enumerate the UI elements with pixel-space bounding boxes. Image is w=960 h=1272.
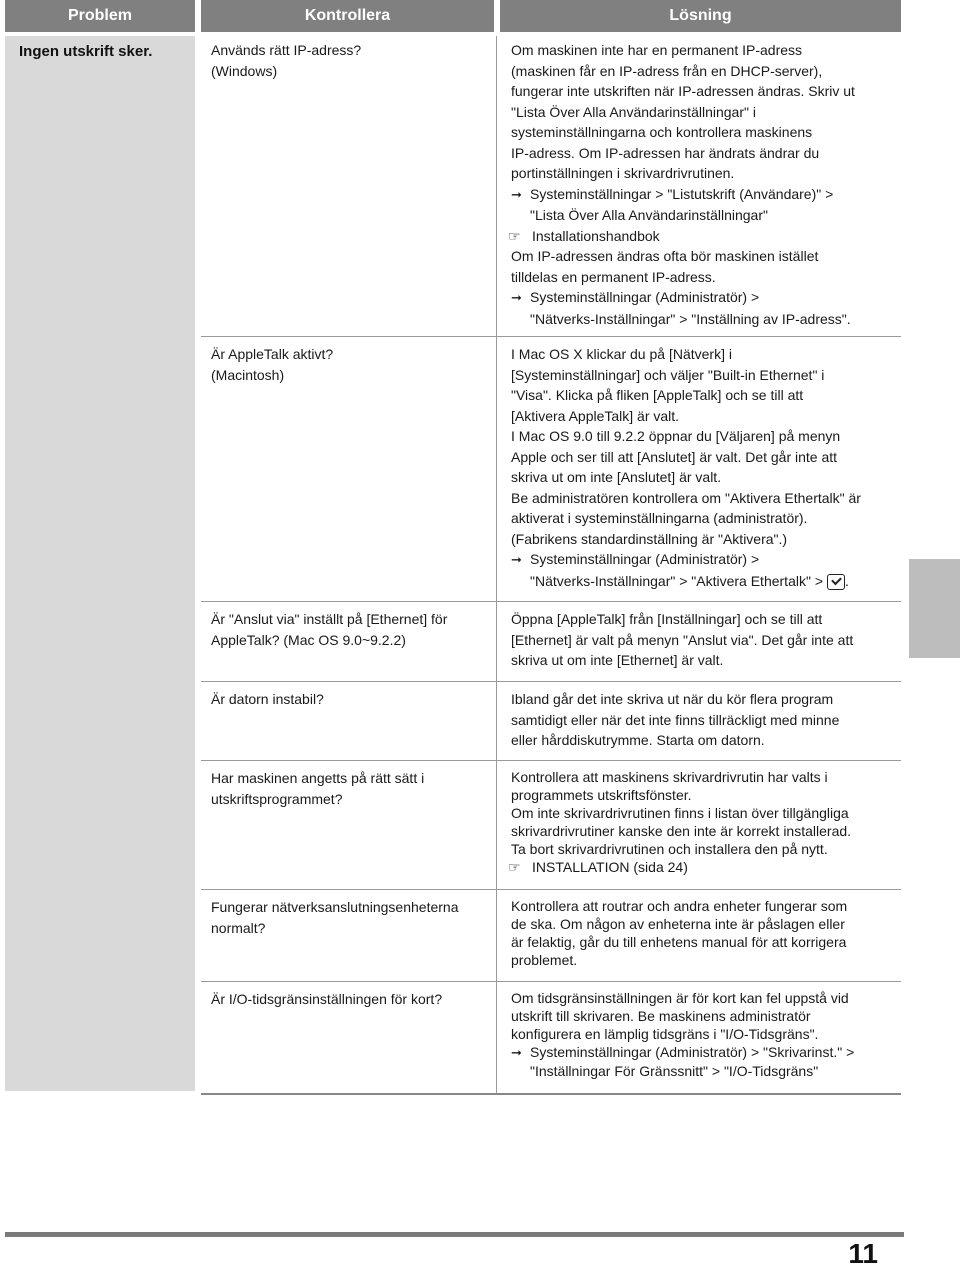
solution-ip-address: Om maskinen inte har en permanent IP-adress (maskinen får en IP-adress från en DHCP-server), fungerar inte utskriften när IP-adressen ändras. Skriv ut "Lista Över Alla Användarinställningar" i systeminställningarna och kontrollera maskinens IP-adress. Om IP-adressen har ändrats ändrar du portinställningen i skrivardrivrutinen. ➞ Systeminställningar > "Listutskrift (Användare)" > "Lista Över Alla Användarinställningar" ☞ Installationshandbok Om IP-adressen ändras ofta bör maskinen istället tilldelas en permanent IP-adress. ➞ Systeminställningar (Administratör) > "Nätverks-Inställningar" > "Inställning av IP-adress". [508, 42, 855, 327]
table-bottom-rule [201, 1093, 901, 1095]
problem-title: Ingen utskrift sker. [19, 43, 153, 60]
footer-rule [5, 1232, 904, 1237]
check-appletalk: Är AppleTalk aktivt? (Macintosh) [211, 346, 334, 383]
check-io-timeout: Är I/O-tidsgränsinställningen för kort? [211, 991, 443, 1007]
manual-reference-icon: ☞ [508, 227, 521, 244]
column-divider [496, 36, 497, 1094]
arrow-right-icon: ➞ [511, 1045, 522, 1060]
check-computer-unstable: Är datorn instabil? [211, 691, 324, 707]
arrow-right-icon: ➞ [511, 552, 522, 567]
row-divider [201, 681, 901, 682]
check-connect-via: Är "Anslut via" inställt på [Ethernet] för AppleTalk? (Mac OS 9.0~9.2.2) [211, 611, 448, 648]
arrow-right-icon: ➞ [511, 290, 522, 305]
check-network-devices: Fungerar nätverksanslutningsenheterna normalt? [211, 899, 459, 936]
solution-network-devices: Kontrollera att routrar och andra enheter fungerar som de ska. Om någon av enheterna inte är påslagen eller är felaktig, går du till enhetens manual för att korrigera problemet. [511, 898, 848, 968]
header-check: Kontrollera [201, 0, 494, 32]
row-divider [201, 601, 901, 602]
solution-computer-unstable: Ibland går det inte skriva ut när du kör flera program samtidigt eller när det inte finns tillräckligt med minne eller hårddiskutrymme. Starta om datorn. [511, 691, 840, 748]
header-solution: Lösning [500, 0, 901, 32]
chapter-side-tab [909, 559, 960, 658]
row-divider [201, 981, 901, 982]
checkbox-checked-icon [827, 574, 845, 590]
row-divider [201, 336, 901, 337]
problem-column [5, 36, 195, 1091]
check-printer-selected: Har maskinen angetts på rätt sätt i utskriftsprogrammet? [211, 770, 425, 807]
page-number: 11 [848, 1238, 878, 1269]
header-problem: Problem [5, 0, 195, 32]
row-divider [201, 889, 901, 890]
row-divider [201, 760, 901, 761]
solution-io-timeout: Om tidsgränsinställningen är för kort kan fel uppstå vid utskrift till skrivaren. Be maskinens administratör konfigurera en lämplig tidsgräns i "I/O-Tidsgräns". ➞ Systeminställningar (Administratör) > "Skrivarinst." > "Inställningar För Gränssnitt" > "I/O-Tidsgräns" [511, 990, 855, 1079]
solution-connect-via: Öppna [AppleTalk] från [Inställningar] och se till att [Ethernet] är valt på menyn "Anslut via". Det går inte att skriva ut om inte [Ethernet] är valt. [511, 611, 854, 668]
arrow-right-icon: ➞ [511, 186, 522, 202]
manual-reference-icon: ☞ [508, 859, 521, 875]
check-ip-address: Används rätt IP-adress? (Windows) [211, 42, 362, 79]
solution-appletalk: I Mac OS X klickar du på [Nätverk] i [Systeminställningar] och väljer "Built-in Ethernet" i "Visa". Klicka på fliken [AppleTalk] och se till att [Aktivera AppleTalk] är valt. I Mac OS 9.0 till 9.2.2 öppnar du [Väljaren] på menyn Apple och ser till att [Anslutet] är valt. Det går inte att skriva ut om inte [Anslutet] är valt. Be administratören kontrollera om "Aktivera Ethertalk" är aktiverat i systeminställningarna (administratör). (Fabrikens standardinställning är "Aktivera".) ➞ Systeminställningar (Administratör) > "Nätverks-Inställningar" > "Aktivera Ethertalk" > . [511, 346, 861, 589]
solution-printer-selected: Kontrollera att maskinens skrivardrivrutin har valts i programmets utskriftsfönster. Om inte skrivardrivrutinen finns i listan över tillgängliga skrivardrivrutiner kanske den inte är korrekt installerad. Ta bort skrivardrivrutinen och installera den på nytt. ☞ INSTALLATION (sida 24) [508, 769, 852, 875]
